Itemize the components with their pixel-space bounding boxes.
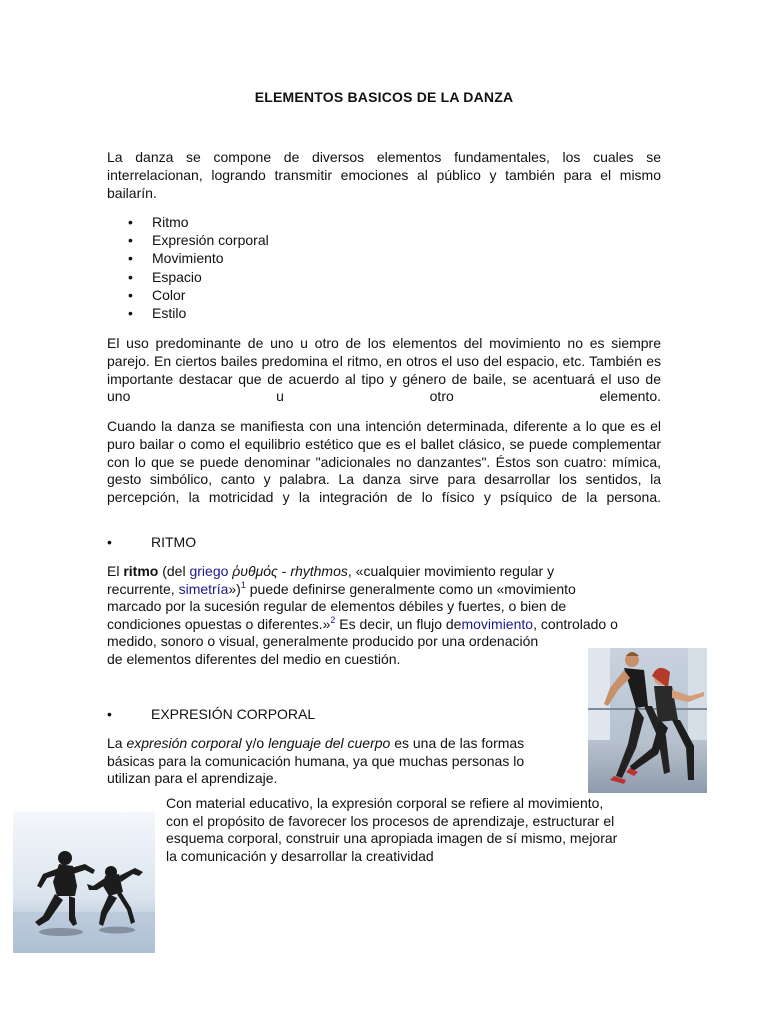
list-item: • Color bbox=[128, 286, 269, 304]
text-span: (del bbox=[158, 563, 190, 579]
elements-list bbox=[128, 213, 269, 322]
text-line bbox=[107, 616, 618, 634]
dancing-couple-photo bbox=[588, 648, 707, 793]
text-line: básicas para la comunicación humana, ya que muchas personas lo bbox=[107, 752, 525, 769]
section-heading-expresion bbox=[107, 705, 315, 723]
text-span: ») bbox=[228, 580, 241, 597]
paragraph-uso: El uso predominante de uno u otro de los elementos del movimiento no es siempre parejo. En ciertos bailes predomina el ritmo, en otros el uso del espacio, etc. También es importante destacar que de acuerdo al tipo y género de baile, se acentuará el uso de uno u otro elemento. bbox=[107, 335, 661, 405]
link-griego[interactable]: griego bbox=[189, 563, 229, 579]
text-span: - bbox=[277, 563, 291, 579]
greek-term: ῥυθμός bbox=[228, 563, 278, 579]
bullet-marker: • bbox=[107, 706, 112, 722]
intro-paragraph: La danza se compone de diversos elementos fundamentales, los cuales se interrelacionan, logrando transmitir emociones al público y también para el mismo bailarín. bbox=[107, 149, 661, 201]
text-line bbox=[107, 581, 618, 599]
text-span: y/o bbox=[241, 735, 269, 751]
footnote-ref[interactable]: 1 bbox=[240, 579, 246, 590]
list-item: • Expresión corporal bbox=[128, 231, 269, 249]
text-line: esquema corporal, construir una apropiada imagen de sí mismo, mejorar bbox=[166, 830, 618, 847]
text-span: El bbox=[107, 563, 124, 579]
text-span: condiciones opuestas o diferentes.» bbox=[107, 615, 331, 632]
text-line: de elementos diferentes del medio en cuestión. bbox=[107, 650, 401, 667]
heading-text: EXPRESIÓN CORPORAL bbox=[151, 706, 316, 722]
bullet-marker: • bbox=[107, 534, 112, 550]
text-span: Es decir, un flujo de bbox=[335, 615, 462, 632]
text-line: Con material educativo, la expresión corporal se refiere al movimiento, bbox=[166, 795, 604, 811]
list-item: • Movimiento bbox=[128, 249, 269, 267]
text-line: con el propósito de favorecer los procesos de aprendizaje, estructurar el bbox=[166, 812, 615, 829]
text-span: puede definirse generalmente como un «movimiento bbox=[245, 580, 576, 597]
text-line: marcado por la sucesión regular de elementos débiles y fuertes, o bien de bbox=[107, 598, 567, 615]
dancers-silhouette-illustration bbox=[13, 812, 155, 953]
heading-text: RITMO bbox=[151, 534, 197, 550]
expresion-material-text bbox=[166, 795, 617, 865]
expresion-text bbox=[107, 735, 524, 788]
text-line: la comunicación y desarrollar la creatividad bbox=[166, 847, 434, 864]
list-item: • Espacio bbox=[128, 268, 269, 286]
page-title: ELEMENTOS BASICOS DE LA DANZA bbox=[254, 89, 514, 105]
list-item: • Estilo bbox=[128, 304, 269, 322]
section-heading-ritmo bbox=[107, 533, 196, 551]
italic-term: lenguaje del cuerpo bbox=[268, 735, 391, 751]
text-span: , «cualquier movimiento regular y bbox=[347, 563, 555, 579]
text-line: utilizan para el aprendizaje. bbox=[107, 770, 278, 787]
dancing-couple-illustration bbox=[588, 648, 707, 793]
footnote-ref[interactable]: 2 bbox=[330, 614, 336, 625]
text-span: es una de las formas bbox=[390, 735, 525, 751]
italic-term: expresión corporal bbox=[126, 735, 242, 751]
text-span: , controlado o bbox=[533, 615, 618, 632]
list-item: • Ritmo bbox=[128, 213, 269, 231]
text-line bbox=[107, 735, 524, 753]
text-span: La bbox=[107, 735, 127, 751]
paragraph-cuando: Cuando la danza se manifiesta con una intención determinada, diferente a lo que es el puro bailar o como el equilibrio estético que es el ballet clásico, se puede complementar con lo que se puede denominar "adicionales no danzantes". Éstos son cuatro: mímica, gesto simbólico, canto y palabra. La danza sirve para desarrollar los sentidos, la percepción, la motricidad y la integración de lo físico y psíquico de la persona. bbox=[107, 418, 661, 506]
link-movimiento[interactable]: movimiento bbox=[461, 615, 534, 632]
italic-term: rhythmos bbox=[290, 563, 348, 579]
text-line bbox=[107, 563, 618, 581]
text-span: recurrente, bbox=[107, 580, 179, 597]
ritmo-text bbox=[107, 563, 618, 669]
dancers-silhouette-photo bbox=[13, 812, 155, 953]
bold-term: ritmo bbox=[123, 563, 159, 579]
link-simetria[interactable]: simetría bbox=[178, 580, 229, 597]
text-line: medido, sonoro o visual, generalmente producido por una ordenación bbox=[107, 633, 539, 650]
